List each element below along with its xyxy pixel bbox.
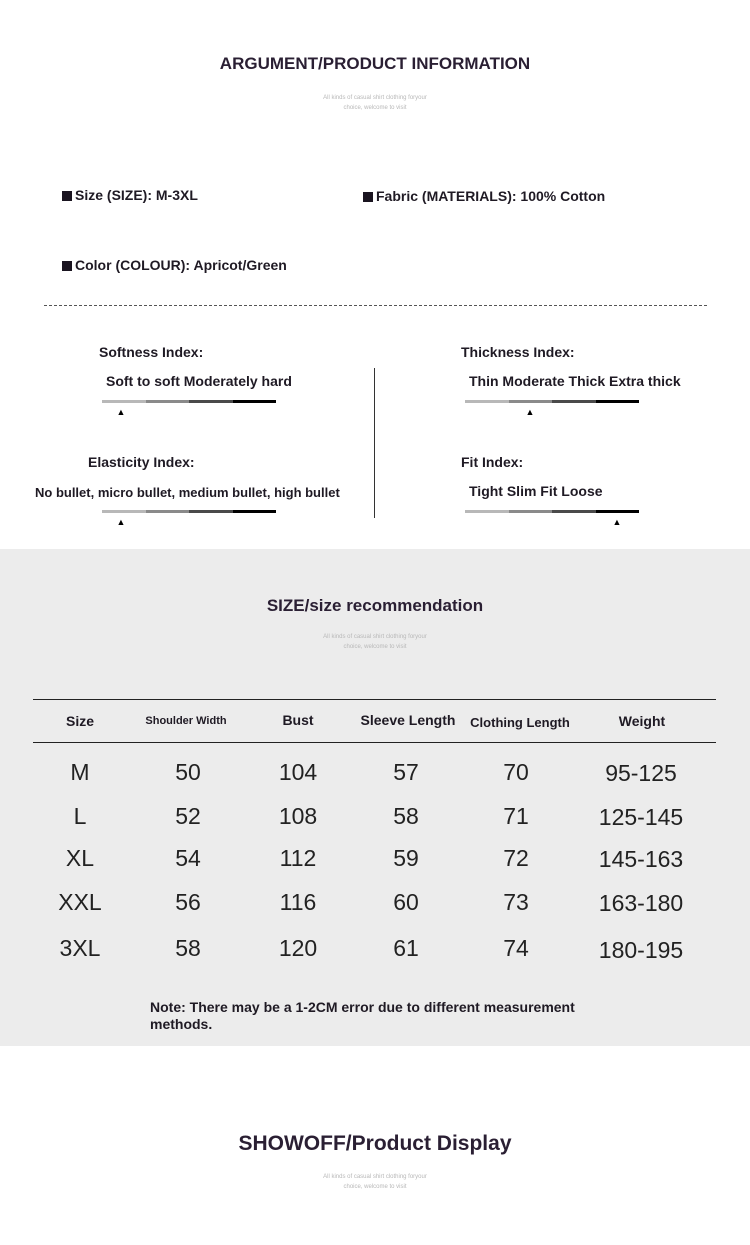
fit-index-label: Fit Index: [461,454,524,470]
table-cell: 74 [503,935,529,961]
table-cell: 56 [175,889,201,915]
spec-size-text: Size (SIZE): M-3XL [75,187,198,203]
table-cell: 61 [393,935,419,961]
softness-level-marker-icon: ▲ [116,407,126,417]
thickness-index-bar [465,400,639,403]
softness-index-bar [102,400,276,403]
table-cell: 71 [503,803,529,829]
measurement-note: Note: There may be a 1-2CM error due to different measurement methods. [150,999,575,1032]
spec-color [62,257,287,273]
table-cell: 180-195 [598,937,684,963]
table-header-clothing-length: Clothing Length [470,715,570,730]
thickness-index-label: Thickness Index: [461,344,575,360]
size-subtitle-line-2: choice, welcome to visit [343,644,407,650]
spec-fabric-text: Fabric (MATERIALS): 100% Cotton [376,188,606,204]
table-cell: XL [65,845,95,871]
size-title: SIZE/size recommendation [266,596,484,615]
argument-title: ARGUMENT/PRODUCT INFORMATION [219,54,531,73]
fit-index-bar [465,510,639,513]
table-cell: 58 [393,803,419,829]
thickness-level-marker-icon: ▲ [525,407,535,417]
table-cell: 72 [503,845,529,871]
table-cell: 120 [278,935,318,961]
table-cell: M [70,759,90,785]
table-header-weight: Weight [618,713,666,729]
table-cell: 145-163 [598,846,684,872]
table-cell: 58 [175,935,201,961]
softness-index-label: Softness Index: [99,344,204,360]
table-cell: 54 [175,845,201,871]
showoff-subtitle-line-2: choice, welcome to visit [343,1184,407,1190]
spec-size [62,187,198,203]
elasticity-index-bar [102,510,276,513]
showoff-title: SHOWOFF/Product Display [238,1132,512,1155]
argument-subtitle [0,93,750,113]
table-cell: 50 [175,759,201,785]
elasticity-level-marker-icon: ▲ [116,517,126,527]
table-cell: 116 [279,889,317,915]
softness-index-scale: Soft to soft Moderately hard [106,373,292,389]
table-header-shoulder-width: Shoulder Width [145,715,227,727]
table-cell: XXL [58,889,102,915]
table-cell: 52 [175,803,201,829]
table-header-size: Size [65,713,94,729]
table-cell: 125-145 [598,804,684,830]
spec-color-text: Color (COLOUR): Apricot/Green [75,257,287,273]
table-cell: L [73,803,87,829]
argument-subtitle-line-1: All kinds of casual shirt clothing foryour [323,95,427,101]
size-subtitle-line-1: All kinds of casual shirt clothing foryour [323,634,427,640]
table-cell: 163-180 [598,890,684,916]
table-cell: 95-125 [605,760,677,786]
table-cell: 57 [393,759,419,785]
square-bullet-icon [363,192,373,202]
table-cell: 112 [279,845,317,871]
fit-level-marker-icon: ▲ [612,517,622,527]
square-bullet-icon [62,261,72,271]
table-top-rule [33,699,716,700]
table-cell: 104 [278,759,318,785]
size-section-background [0,549,750,1046]
size-subtitle [0,632,750,652]
table-cell: 70 [503,759,529,785]
table-cell: 3XL [59,935,101,961]
elasticity-index-scale: No bullet, micro bullet, medium bullet, high bullet [35,485,340,500]
table-cell: 60 [393,889,419,915]
table-cell: 73 [503,889,529,915]
showoff-subtitle-line-1: All kinds of casual shirt clothing foryour [323,1174,427,1180]
table-header-rule [33,742,716,743]
showoff-subtitle [0,1172,750,1192]
table-header-bust: Bust [282,712,314,728]
elasticity-index-label: Elasticity Index: [88,454,195,470]
thickness-index-scale: Thin Moderate Thick Extra thick [469,373,681,389]
dashed-divider [44,305,707,306]
index-divider [374,368,375,518]
table-header-sleeve-length: Sleeve Length [360,712,456,728]
square-bullet-icon [62,191,72,201]
spec-fabric [363,188,605,204]
table-cell: 108 [278,803,318,829]
table-cell: 59 [393,845,419,871]
fit-index-scale: Tight Slim Fit Loose [469,483,603,499]
argument-subtitle-line-2: choice, welcome to visit [343,105,407,111]
